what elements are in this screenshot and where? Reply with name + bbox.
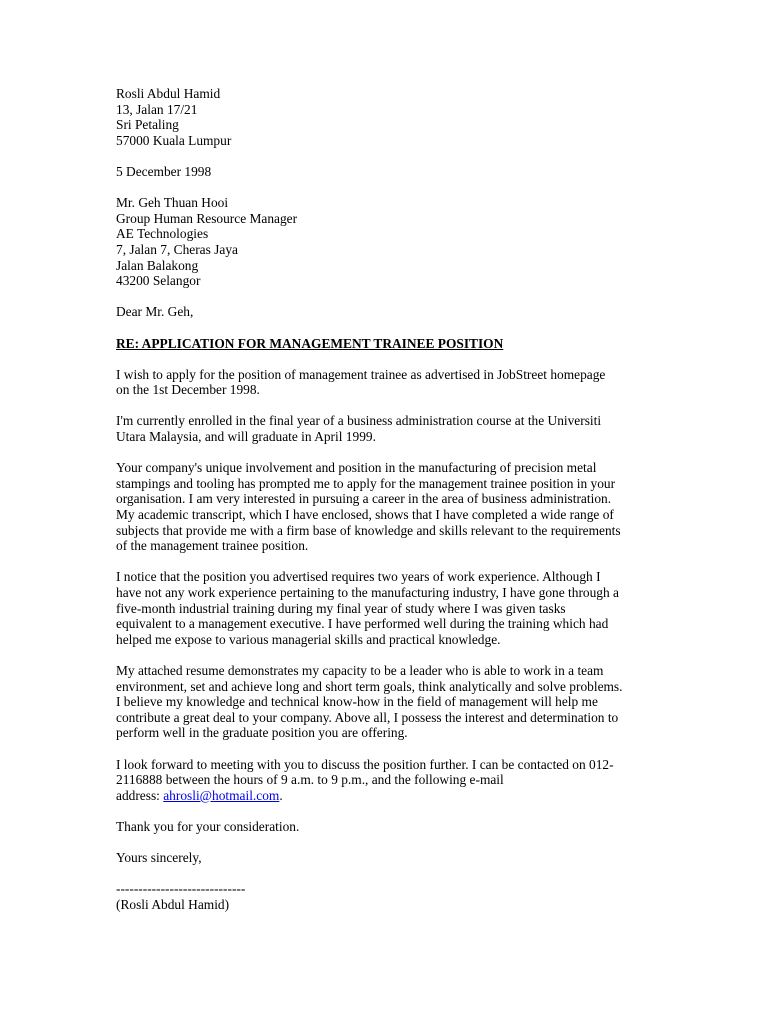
- body-line: stampings and tooling has prompted me to apply for the management trainee position in your: [116, 475, 616, 491]
- body-line: helped me expose to various managerial skills and practical knowledge.: [116, 631, 501, 647]
- recipient-name: Mr. Geh Thuan Hooi: [116, 195, 229, 211]
- body-line: Utara Malaysia, and will graduate in April 1999.: [116, 429, 376, 445]
- recipient-address-line: Jalan Balakong: [116, 257, 199, 273]
- recipient-address-line: 43200 Selangor: [116, 273, 201, 289]
- signature-name: (Rosli Abdul Hamid): [116, 896, 230, 912]
- signature-block: [116, 881, 656, 912]
- closing-line: Yours sincerely,: [116, 850, 202, 866]
- body-paragraph: [116, 663, 656, 741]
- salutation: Dear Mr. Geh,: [116, 304, 194, 320]
- body-line: I believe my knowledge and technical know-how in the field of management will help me: [116, 694, 598, 710]
- signature-line: -----------------------------: [116, 881, 246, 897]
- recipient-title: Group Human Resource Manager: [116, 210, 298, 226]
- body-line: 2116888 between the hours of 9 a.m. to 9 p.m., and the following e-mail: [116, 772, 504, 788]
- closing-block: [116, 850, 656, 866]
- letter-page: [116, 86, 656, 912]
- email-link[interactable]: ahrosli@hotmail.com: [163, 787, 280, 803]
- recipient-address-line: 7, Jalan 7, Cheras Jaya: [116, 241, 238, 257]
- body-line: organisation. I am very interested in pursuing a career in the area of business administration.: [116, 491, 612, 507]
- contact-paragraph: [116, 757, 656, 804]
- address-label: address:: [116, 787, 164, 803]
- body-line: of the management trainee position.: [116, 538, 309, 554]
- sender-address-line: Sri Petaling: [116, 117, 179, 133]
- sender-address-line: 57000 Kuala Lumpur: [116, 132, 232, 148]
- subject-line: RE: APPLICATION FOR MANAGEMENT TRAINEE POSITION: [116, 335, 504, 351]
- body-line: five-month industrial training during my final year of study where I was given tasks: [116, 600, 566, 616]
- body-line: My academic transcript, which I have enclosed, shows that I have completed a wide range of: [116, 507, 614, 523]
- body-paragraph: [116, 569, 656, 647]
- body-line: perform well in the graduate position you are offering.: [116, 725, 408, 741]
- body-line: I look forward to meeting with you to discuss the position further. I can be contacted on 012-: [116, 756, 614, 772]
- thanks-block: [116, 819, 656, 835]
- body-line: I'm currently enrolled in the final year of a business administration course at the Universiti: [116, 413, 602, 429]
- email-address-line: [116, 788, 656, 804]
- body-paragraph: [116, 367, 656, 398]
- body-line: on the 1st December 1998.: [116, 382, 260, 398]
- body-line: I notice that the position you advertised requires two years of work experience. Although I: [116, 569, 601, 585]
- date-block: [116, 164, 656, 180]
- body-line: subjects that provide me with a firm base of knowledge and skills relevant to the requirements: [116, 522, 621, 538]
- body-line: Your company's unique involvement and position in the manufacturing of precision metal: [116, 460, 597, 476]
- salutation-block: [116, 304, 656, 320]
- body-line: equivalent to a management executive. I have performed well during the training which had: [116, 616, 609, 632]
- sender-name: Rosli Abdul Hamid: [116, 86, 221, 101]
- body-line: contribute a great deal to your company. Above all, I possess the interest and determination to: [116, 709, 619, 725]
- thanks-line: Thank you for your consideration.: [116, 818, 300, 834]
- body-paragraph: [116, 413, 656, 444]
- body-line: environment, set and achieve long and short term goals, think analytically and solve problems.: [116, 678, 623, 694]
- sender-address-line: 13, Jalan 17/21: [116, 101, 198, 117]
- body-line: I wish to apply for the position of management trainee as advertised in JobStreet homepage: [116, 366, 606, 382]
- email-suffix: .: [279, 787, 283, 803]
- recipient-block: [116, 195, 656, 289]
- recipient-company: AE Technologies: [116, 226, 209, 242]
- body-line: have not any work experience pertaining to the manufacturing industry, I have gone through a: [116, 585, 619, 600]
- sender-block: [116, 86, 656, 148]
- body-paragraph: [116, 460, 656, 554]
- letter-date: 5 December 1998: [116, 163, 212, 179]
- body-line: My attached resume demonstrates my capacity to be a leader who is able to work in a team: [116, 662, 604, 678]
